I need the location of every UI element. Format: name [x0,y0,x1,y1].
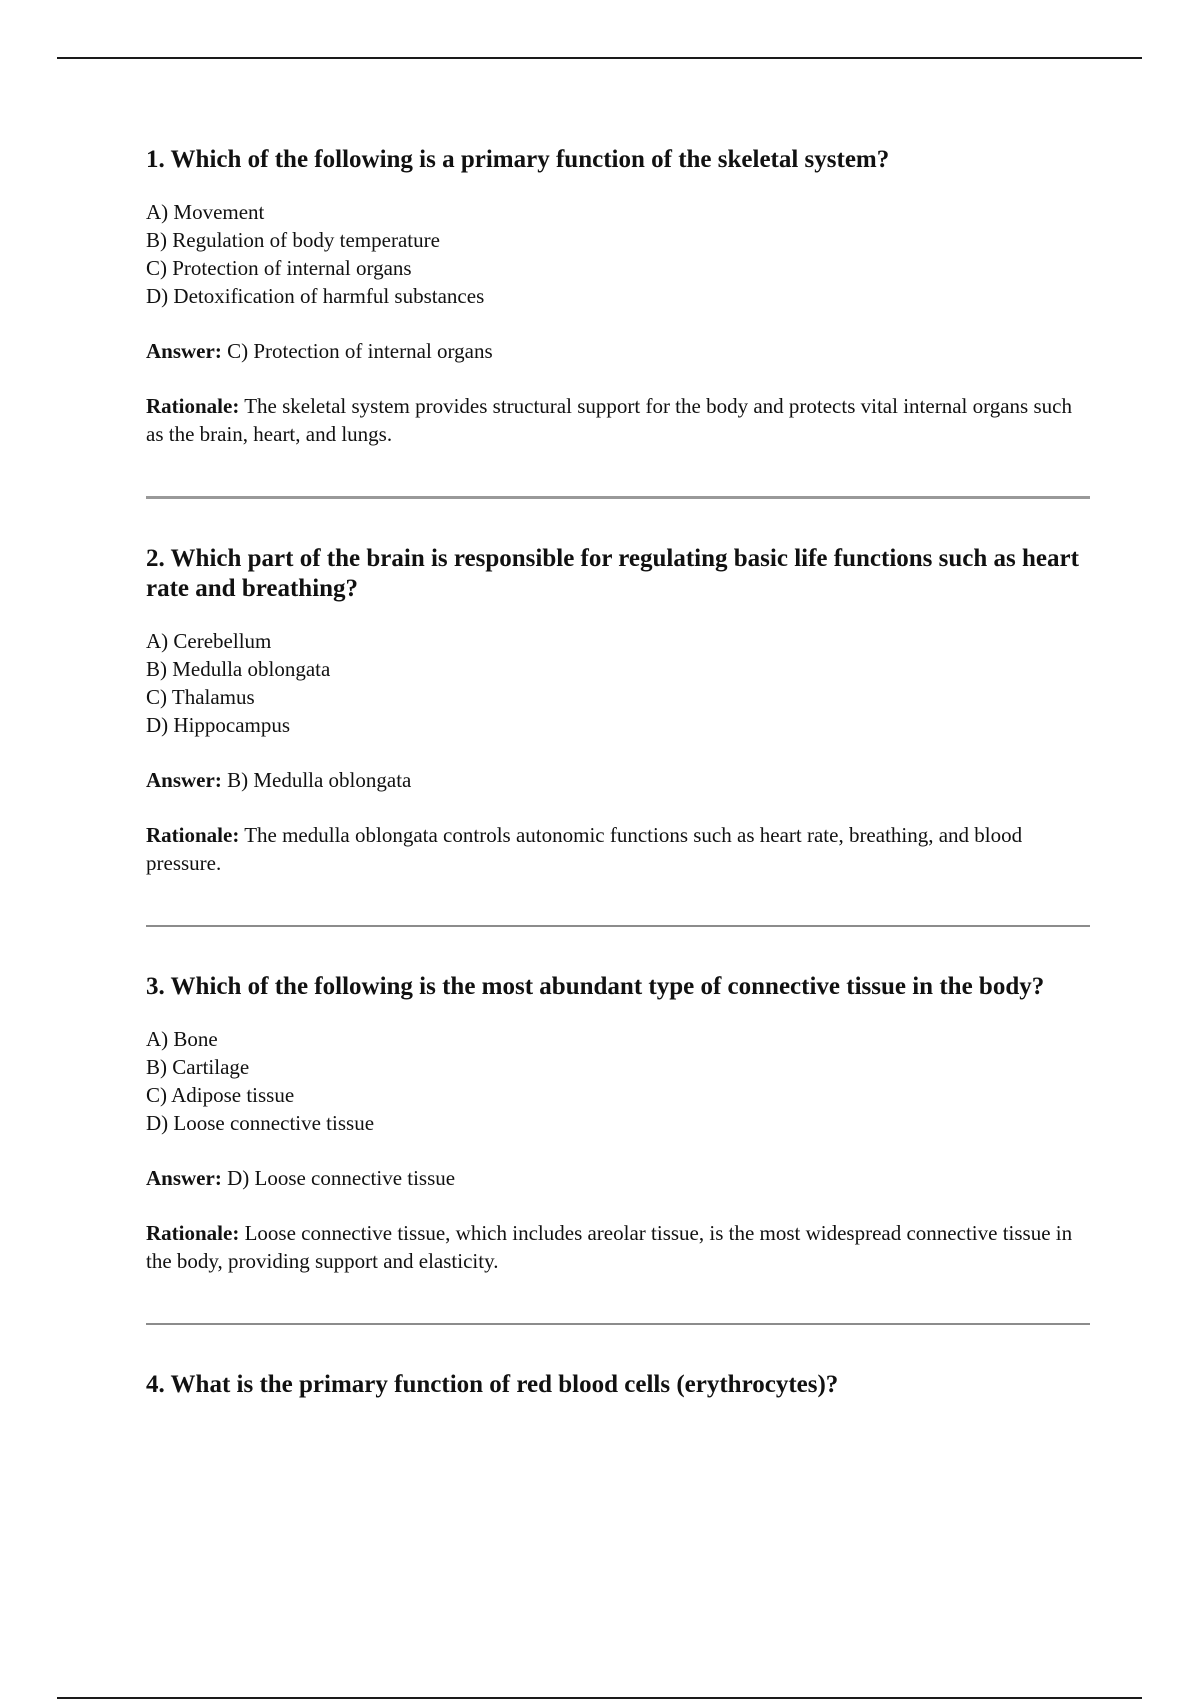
question-1-option-c: C) Protection of internal organs [146,256,412,280]
question-2-options [146,627,1090,739]
answer-label: Answer: [146,768,222,792]
answer-label: Answer: [146,1166,222,1190]
question-3-option-d: D) Loose connective tissue [146,1111,375,1135]
question-divider [146,1323,1090,1325]
question-3-rationale [146,1219,1090,1275]
answer-label: Answer: [146,339,222,363]
rationale-label: Rationale: [146,394,240,418]
question-3-option-a: A) Bone [146,1027,218,1051]
rationale-label: Rationale: [146,823,240,847]
question-1-option-b: B) Regulation of body temperature [146,228,440,252]
rationale-text: The skeletal system provides structural support for the body and protects vital internal organs such as the brain, heart, and lungs. [146,394,1072,446]
page-bottom-rule [57,1697,1142,1699]
question-1-rationale [146,392,1090,448]
question-1-title: 1. Which of the following is a primary function of the skeletal system? [146,146,890,173]
question-2-option-c: C) Thalamus [146,685,255,709]
question-4 [146,1370,1090,1400]
question-3-title: 3. Which of the following is the most abundant type of connective tissue in the body? [146,973,1045,1000]
question-3-options [146,1025,1090,1137]
question-2-option-b: B) Medulla oblongata [146,657,331,681]
question-divider [146,925,1090,927]
question-2 [146,544,1090,877]
question-1 [146,145,1090,448]
question-3-option-c: C) Adipose tissue [146,1083,295,1107]
answer-text: C) Protection of internal organs [227,339,493,363]
rationale-text: Loose connective tissue, which includes areolar tissue, is the most widespread connective tissue in the body, providing support and elasticity. [146,1221,1073,1273]
question-2-answer [146,766,1090,794]
question-1-option-d: D) Detoxification of harmful substances [146,284,485,308]
question-1-options [146,198,1090,310]
question-2-rationale [146,821,1090,877]
question-3 [146,972,1090,1275]
rationale-text: The medulla oblongata controls autonomic functions such as heart rate, breathing, and blood pressure. [146,823,1023,875]
question-3-option-b: B) Cartilage [146,1055,250,1079]
question-2-title: 2. Which part of the brain is responsible for regulating basic life functions such as heart rate and breathing? [146,545,1079,602]
question-1-answer [146,337,1090,365]
question-2-option-a: A) Cerebellum [146,629,272,653]
question-divider [146,496,1090,499]
answer-text: D) Loose connective tissue [227,1166,456,1190]
question-4-title: 4. What is the primary function of red blood cells (erythrocytes)? [146,1371,839,1398]
page-top-rule [57,57,1142,59]
answer-text: B) Medulla oblongata [227,768,412,792]
rationale-label: Rationale: [146,1221,240,1245]
question-1-option-a: A) Movement [146,200,265,224]
document-content [146,145,1090,1400]
question-2-option-d: D) Hippocampus [146,713,291,737]
question-3-answer [146,1164,1090,1192]
